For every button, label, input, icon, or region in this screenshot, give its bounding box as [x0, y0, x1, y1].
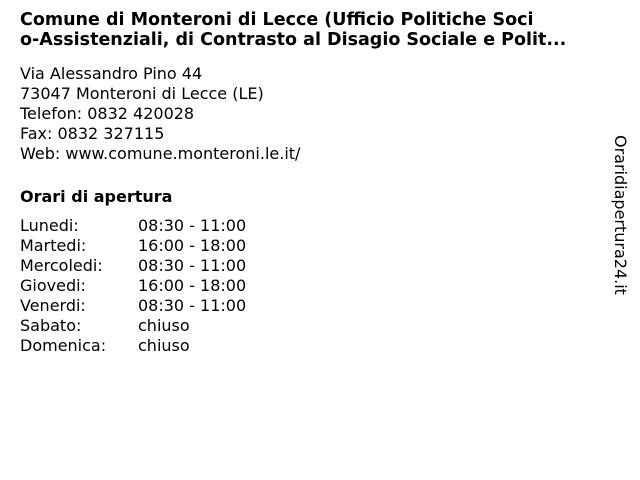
brand-watermark[interactable]: Oraridiapertura24.it [611, 135, 630, 295]
hours-day: Domenica: [20, 336, 107, 355]
hours-heading: Orari di apertura [20, 187, 173, 206]
address-block [20, 64, 610, 164]
hours-row-friday [20, 296, 610, 316]
title-line-2: o-Assistenziali, di Contrasto al Disagio Sociale e Polit... [20, 30, 567, 50]
website-link[interactable]: Web: www.comune.monteroni.le.it/ [20, 144, 301, 163]
hours-day: Sabato: [20, 316, 82, 335]
hours-time: 08:30 - 11:00 [138, 296, 247, 315]
hours-row-thursday [20, 276, 610, 296]
hours-day: Martedi: [20, 236, 87, 255]
page-title [20, 10, 622, 50]
hours-row-monday [20, 216, 610, 236]
hours-time: 08:30 - 11:00 [138, 216, 247, 235]
hours-row-wednesday [20, 256, 610, 276]
hours-list [20, 216, 610, 356]
fax-number: Fax: 0832 327115 [20, 124, 165, 143]
hours-time: chiuso [138, 336, 190, 355]
hours-day: Venerdi: [20, 296, 86, 315]
hours-time: 16:00 - 18:00 [138, 276, 247, 295]
business-card [20, 10, 610, 356]
city-address: 73047 Monteroni di Lecce (LE) [20, 84, 264, 103]
hours-time: chiuso [138, 316, 190, 335]
title-line-1: Comune di Monteroni di Lecce (Ufficio Politiche Soci [20, 10, 534, 30]
hours-day: Giovedi: [20, 276, 86, 295]
hours-day: Lunedi: [20, 216, 79, 235]
hours-time: 16:00 - 18:00 [138, 236, 247, 255]
hours-row-tuesday [20, 236, 610, 256]
street-address: Via Alessandro Pino 44 [20, 64, 203, 83]
hours-row-saturday [20, 316, 610, 336]
phone-number: Telefon: 0832 420028 [20, 104, 195, 123]
hours-time: 08:30 - 11:00 [138, 256, 247, 275]
hours-day: Mercoledi: [20, 256, 103, 275]
hours-row-sunday [20, 336, 610, 356]
